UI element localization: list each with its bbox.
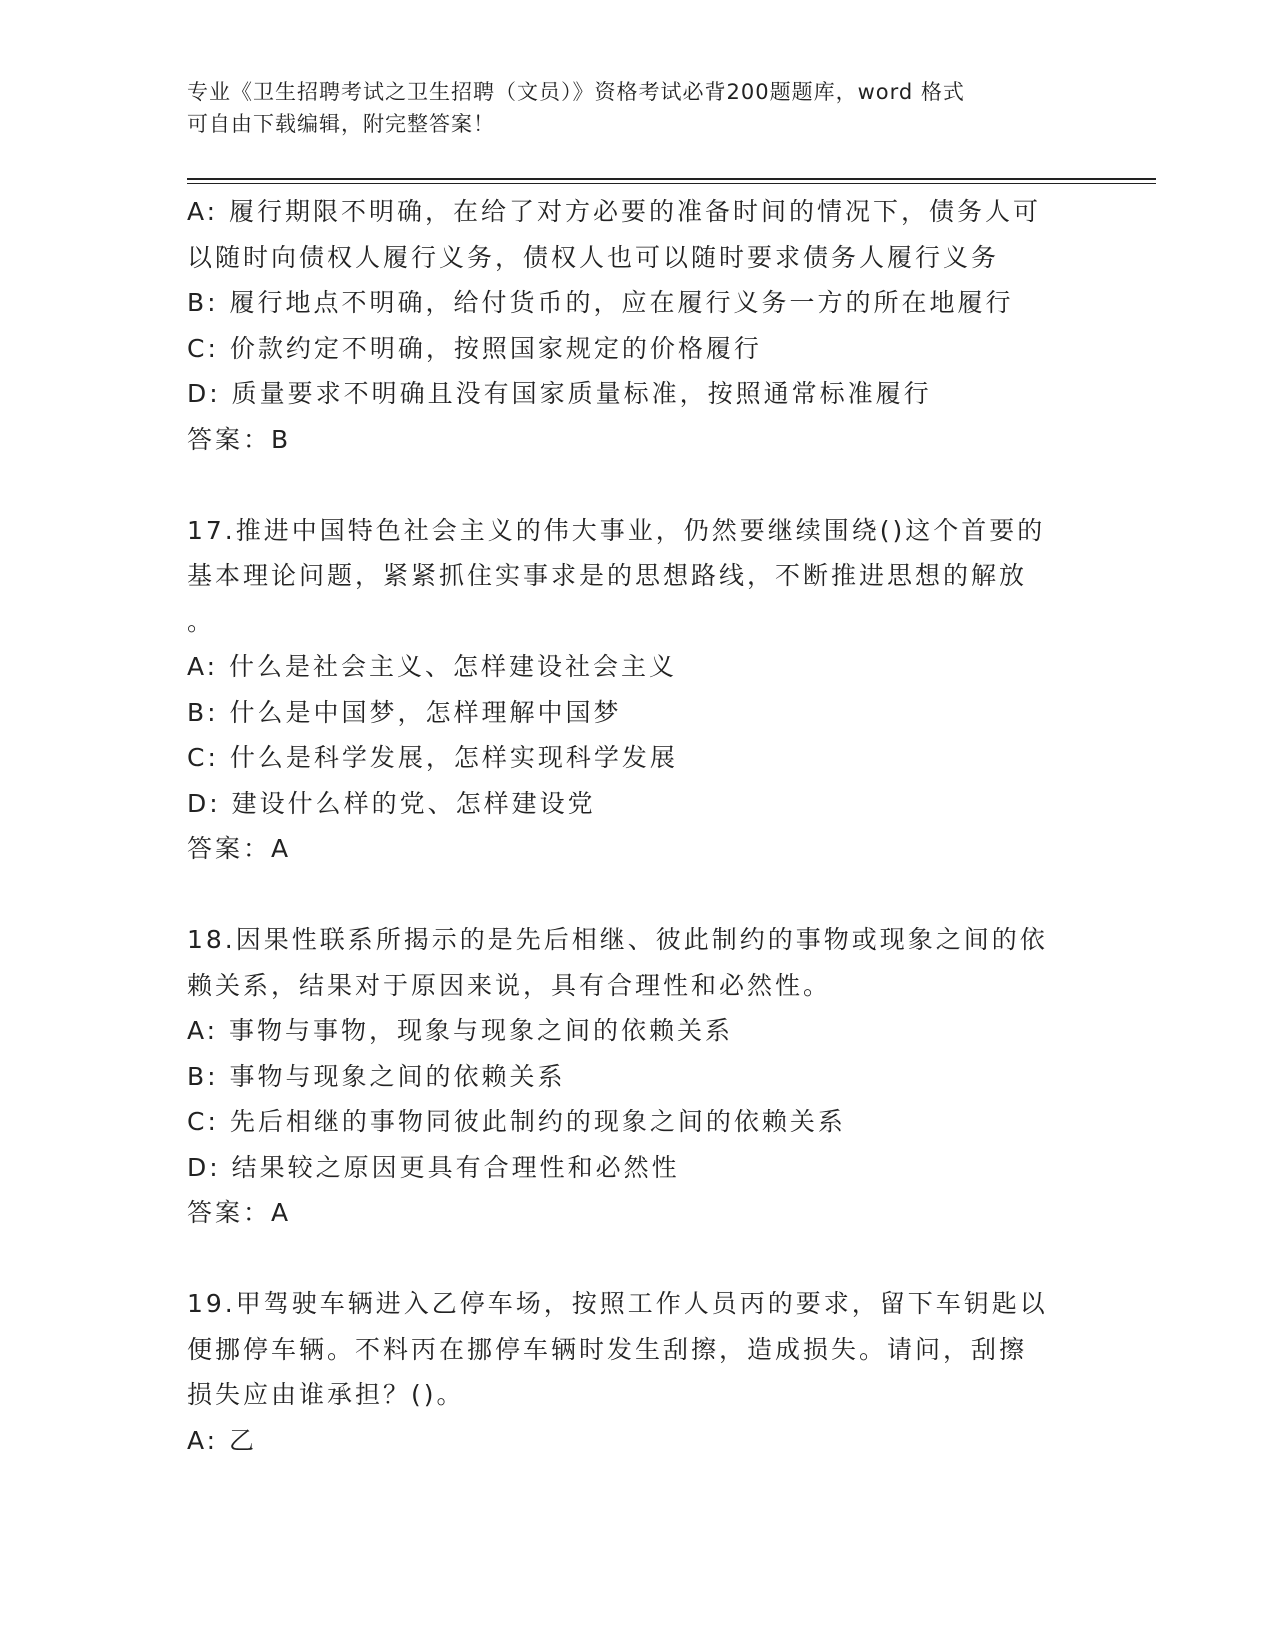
option-d: D: 结果较之原因更具有合理性和必然性 xyxy=(187,1152,680,1182)
header-line-1: 专业《卫生招聘考试之卫生招聘（文员）》资格考试必背200题题库，word 格式 xyxy=(187,80,965,104)
option-a-line-2: 以随时向债权人履行义务，债权人也可以随时要求债务人履行义务 xyxy=(187,242,1000,272)
option-a: A: 事物与事物，现象与现象之间的依赖关系 xyxy=(187,1016,734,1045)
option-a-line-1: A: 履行期限不明确，在给了对方必要的准备时间的情况下，债务人可 xyxy=(187,197,1042,226)
option-a: A: 什么是社会主义、怎样建设社会主义 xyxy=(187,652,678,681)
question-text-line-2: 基本理论问题，紧紧抓住实事求是的思想路线，不断推进思想的解放 xyxy=(187,561,1028,590)
question-text-line-2: 赖关系，结果对于原因来说，具有合理性和必然性。 xyxy=(187,970,832,1000)
question-19-block xyxy=(187,1281,1087,1463)
spacer xyxy=(187,1236,1087,1282)
spacer xyxy=(187,872,1087,918)
option-d: D: 质量要求不明确且没有国家质量标准，按照通常标准履行 xyxy=(187,379,932,408)
option-b: B: 履行地点不明确，给付货币的，应在履行义务一方的所在地履行 xyxy=(187,288,1014,317)
spacer xyxy=(187,462,1087,508)
header-line-2: 可自由下载编辑，附完整答案！ xyxy=(187,112,495,136)
question-18-block xyxy=(187,917,1087,1236)
header-divider-thin xyxy=(187,183,1156,184)
answer: 答案：A xyxy=(187,834,292,863)
option-a: A: 乙 xyxy=(187,1425,258,1455)
question-text-line-3: 。 xyxy=(187,606,216,636)
question-text-line-1: 19.甲驾驶车辆进入乙停车场，按照工作人员丙的要求，留下车钥匙以 xyxy=(187,1289,1048,1318)
option-b: B: 什么是中国梦，怎样理解中国梦 xyxy=(187,697,622,727)
option-b: B: 事物与现象之间的依赖关系 xyxy=(187,1061,566,1091)
question-text-line-1: 18.因果性联系所揭示的是先后相继、彼此制约的事物或现象之间的依 xyxy=(187,925,1048,954)
question-16-block xyxy=(187,189,1087,462)
question-text-line-2: 便挪停车辆。不料丙在挪停车辆时发生刮擦，造成损失。请问，刮擦 xyxy=(187,1334,1028,1364)
document-header xyxy=(187,76,1087,140)
answer: 答案：B xyxy=(187,424,292,454)
answer: 答案：A xyxy=(187,1198,292,1227)
question-text-line-3: 损失应由谁承担？()。 xyxy=(187,1380,465,1409)
option-c: C: 先后相继的事物同彼此制约的现象之间的依赖关系 xyxy=(187,1107,846,1136)
question-text-line-1: 17.推进中国特色社会主义的伟大事业，仍然要继续围绕()这个首要的 xyxy=(187,515,1046,545)
option-d: D: 建设什么样的党、怎样建设党 xyxy=(187,788,596,818)
header-divider-thick xyxy=(187,178,1156,180)
option-c: C: 什么是科学发展，怎样实现科学发展 xyxy=(187,743,678,772)
question-17-block xyxy=(187,508,1087,872)
option-c: C: 价款约定不明确，按照国家规定的价格履行 xyxy=(187,333,762,363)
question-content xyxy=(187,189,1087,1463)
